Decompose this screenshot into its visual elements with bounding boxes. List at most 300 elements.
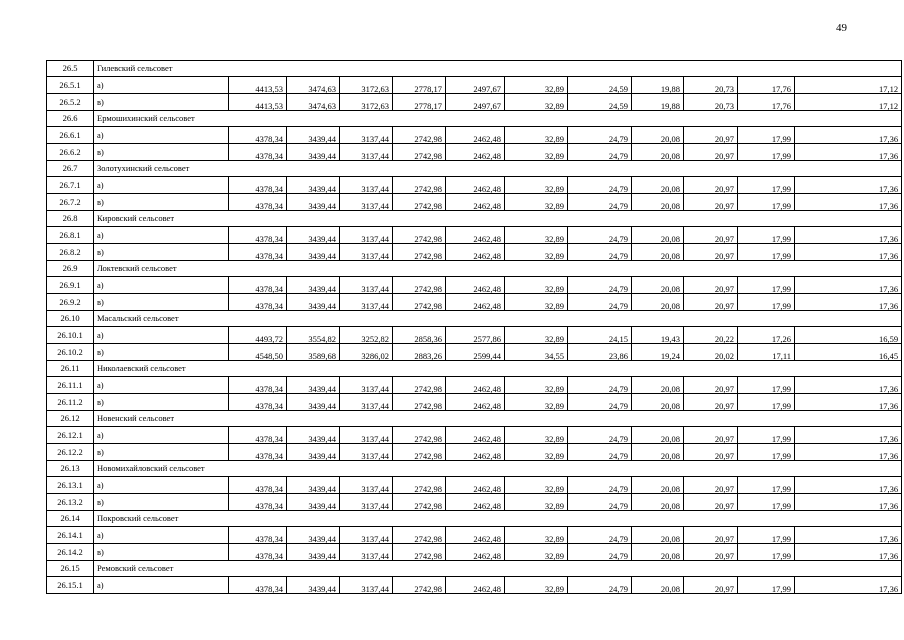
value-cell: 20,97	[684, 144, 738, 161]
value-cell: 17,36	[795, 394, 902, 411]
value-cell: 24,79	[568, 494, 632, 511]
value-cell: 17,36	[795, 494, 902, 511]
value-cell: 2742,98	[393, 177, 446, 194]
value-cell: 3439,44	[287, 477, 340, 494]
value-cell: 32,89	[505, 94, 568, 111]
row-category: а)	[94, 527, 229, 544]
table-row	[47, 427, 902, 444]
value-cell: 4378,34	[229, 227, 287, 244]
value-cell: 32,89	[505, 577, 568, 594]
section-name: Ремовский сельсовет	[94, 561, 902, 577]
value-cell: 17,36	[795, 527, 902, 544]
row-code: 26.5.1	[47, 77, 94, 94]
value-cell: 32,89	[505, 444, 568, 461]
value-cell: 20,97	[684, 194, 738, 211]
value-cell: 32,89	[505, 294, 568, 311]
value-cell: 4378,34	[229, 544, 287, 561]
value-cell: 17,99	[738, 127, 795, 144]
value-cell: 17,99	[738, 277, 795, 294]
value-cell: 19,88	[632, 77, 684, 94]
value-cell: 20,08	[632, 277, 684, 294]
page-number: 49	[836, 22, 847, 34]
value-cell: 20,97	[684, 477, 738, 494]
section-row	[47, 511, 902, 527]
section-code: 26.12	[47, 411, 94, 427]
table-row	[47, 94, 902, 111]
value-cell: 2497,67	[446, 77, 505, 94]
value-cell: 4378,34	[229, 177, 287, 194]
value-cell: 17,99	[738, 194, 795, 211]
section-code: 26.7	[47, 161, 94, 177]
value-cell: 3137,44	[340, 377, 393, 394]
value-cell: 2462,48	[446, 144, 505, 161]
section-name: Масальский сельсовет	[94, 311, 902, 327]
section-code: 26.11	[47, 361, 94, 377]
value-cell: 17,99	[738, 294, 795, 311]
value-cell: 17,36	[795, 127, 902, 144]
value-cell: 24,79	[568, 277, 632, 294]
table-row	[47, 577, 902, 594]
value-cell: 2462,48	[446, 577, 505, 594]
value-cell: 3137,44	[340, 177, 393, 194]
value-cell: 20,08	[632, 194, 684, 211]
row-code: 26.10.2	[47, 344, 94, 361]
value-cell: 24,79	[568, 127, 632, 144]
section-name: Николаевский сельсовет	[94, 361, 902, 377]
value-cell: 2599,44	[446, 344, 505, 361]
value-cell: 3439,44	[287, 144, 340, 161]
value-cell: 17,36	[795, 427, 902, 444]
table-body	[47, 61, 902, 594]
value-cell: 2742,98	[393, 244, 446, 261]
section-row	[47, 311, 902, 327]
row-category: а)	[94, 127, 229, 144]
value-cell: 3137,44	[340, 394, 393, 411]
value-cell: 3589,68	[287, 344, 340, 361]
value-cell: 2462,48	[446, 477, 505, 494]
table-row	[47, 377, 902, 394]
value-cell: 24,79	[568, 427, 632, 444]
row-code: 26.13.2	[47, 494, 94, 511]
value-cell: 20,08	[632, 477, 684, 494]
value-cell: 17,36	[795, 477, 902, 494]
table-row	[47, 544, 902, 561]
row-category: а)	[94, 327, 229, 344]
value-cell: 2497,67	[446, 94, 505, 111]
value-cell: 17,99	[738, 177, 795, 194]
row-code: 26.10.1	[47, 327, 94, 344]
value-cell: 4378,34	[229, 244, 287, 261]
value-cell: 4378,34	[229, 394, 287, 411]
value-cell: 24,79	[568, 194, 632, 211]
value-cell: 20,97	[684, 294, 738, 311]
value-cell: 24,79	[568, 394, 632, 411]
value-cell: 3172,63	[340, 77, 393, 94]
row-category: а)	[94, 227, 229, 244]
section-row	[47, 361, 902, 377]
value-cell: 17,12	[795, 94, 902, 111]
value-cell: 20,08	[632, 244, 684, 261]
value-cell: 17,99	[738, 577, 795, 594]
table-row	[47, 194, 902, 211]
value-cell: 4378,34	[229, 194, 287, 211]
value-cell: 17,36	[795, 277, 902, 294]
value-cell: 24,79	[568, 527, 632, 544]
value-cell: 20,73	[684, 94, 738, 111]
row-code: 26.14.1	[47, 527, 94, 544]
value-cell: 4413,53	[229, 77, 287, 94]
table-row	[47, 344, 902, 361]
row-code: 26.9.2	[47, 294, 94, 311]
value-cell: 3439,44	[287, 244, 340, 261]
value-cell: 17,36	[795, 177, 902, 194]
row-code: 26.14.2	[47, 544, 94, 561]
section-code: 26.6	[47, 111, 94, 127]
value-cell: 2742,98	[393, 444, 446, 461]
value-cell: 4378,34	[229, 127, 287, 144]
value-cell: 24,79	[568, 444, 632, 461]
row-category: а)	[94, 277, 229, 294]
value-cell: 17,99	[738, 227, 795, 244]
value-cell: 4378,34	[229, 477, 287, 494]
row-category: в)	[94, 444, 229, 461]
table-row	[47, 77, 902, 94]
value-cell: 2742,98	[393, 227, 446, 244]
row-category: в)	[94, 344, 229, 361]
value-cell: 4493,72	[229, 327, 287, 344]
table-row	[47, 244, 902, 261]
section-code: 26.5	[47, 61, 94, 77]
value-cell: 2462,48	[446, 427, 505, 444]
value-cell: 20,08	[632, 394, 684, 411]
value-cell: 17,36	[795, 294, 902, 311]
value-cell: 17,99	[738, 377, 795, 394]
value-cell: 24,15	[568, 327, 632, 344]
section-row	[47, 211, 902, 227]
value-cell: 3137,44	[340, 427, 393, 444]
row-category: а)	[94, 477, 229, 494]
value-cell: 4548,50	[229, 344, 287, 361]
value-cell: 2742,98	[393, 377, 446, 394]
value-cell: 3137,44	[340, 227, 393, 244]
value-cell: 3554,82	[287, 327, 340, 344]
value-cell: 4378,34	[229, 294, 287, 311]
value-cell: 17,99	[738, 427, 795, 444]
value-cell: 4378,34	[229, 427, 287, 444]
value-cell: 17,36	[795, 194, 902, 211]
row-category: а)	[94, 577, 229, 594]
value-cell: 24,79	[568, 377, 632, 394]
value-cell: 3137,44	[340, 494, 393, 511]
value-cell: 3137,44	[340, 444, 393, 461]
value-cell: 17,12	[795, 77, 902, 94]
value-cell: 3439,44	[287, 394, 340, 411]
row-code: 26.11.1	[47, 377, 94, 394]
value-cell: 4378,34	[229, 144, 287, 161]
value-cell: 3172,63	[340, 94, 393, 111]
value-cell: 3137,44	[340, 194, 393, 211]
section-code: 26.14	[47, 511, 94, 527]
value-cell: 2742,98	[393, 577, 446, 594]
value-cell: 34,55	[505, 344, 568, 361]
value-cell: 3439,44	[287, 194, 340, 211]
value-cell: 2462,48	[446, 527, 505, 544]
value-cell: 17,99	[738, 544, 795, 561]
section-code: 26.10	[47, 311, 94, 327]
value-cell: 32,89	[505, 327, 568, 344]
row-category: в)	[94, 544, 229, 561]
value-cell: 2742,98	[393, 194, 446, 211]
row-category: в)	[94, 94, 229, 111]
row-category: в)	[94, 144, 229, 161]
value-cell: 3137,44	[340, 477, 393, 494]
row-code: 26.7.2	[47, 194, 94, 211]
value-cell: 32,89	[505, 227, 568, 244]
value-cell: 3439,44	[287, 227, 340, 244]
section-name: Золотухинский сельсовет	[94, 161, 902, 177]
value-cell: 17,36	[795, 577, 902, 594]
value-cell: 20,02	[684, 344, 738, 361]
value-cell: 17,99	[738, 394, 795, 411]
value-cell: 20,97	[684, 494, 738, 511]
value-cell: 2462,48	[446, 127, 505, 144]
value-cell: 20,08	[632, 294, 684, 311]
value-cell: 19,43	[632, 327, 684, 344]
value-cell: 2462,48	[446, 177, 505, 194]
table-row	[47, 477, 902, 494]
value-cell: 3439,44	[287, 277, 340, 294]
value-cell: 2462,48	[446, 277, 505, 294]
value-cell: 20,08	[632, 377, 684, 394]
table-row	[47, 394, 902, 411]
value-cell: 17,99	[738, 444, 795, 461]
table-row	[47, 144, 902, 161]
section-row	[47, 111, 902, 127]
value-cell: 24,79	[568, 227, 632, 244]
value-cell: 20,73	[684, 77, 738, 94]
row-category: а)	[94, 77, 229, 94]
value-cell: 3439,44	[287, 177, 340, 194]
value-cell: 17,99	[738, 144, 795, 161]
value-cell: 24,59	[568, 77, 632, 94]
section-code: 26.8	[47, 211, 94, 227]
section-row	[47, 461, 902, 477]
value-cell: 3439,44	[287, 127, 340, 144]
value-cell: 4378,34	[229, 577, 287, 594]
row-code: 26.6.1	[47, 127, 94, 144]
value-cell: 4378,34	[229, 494, 287, 511]
table-row	[47, 444, 902, 461]
value-cell: 2462,48	[446, 227, 505, 244]
value-cell: 3439,44	[287, 444, 340, 461]
value-cell: 17,36	[795, 144, 902, 161]
section-row	[47, 561, 902, 577]
value-cell: 17,99	[738, 244, 795, 261]
value-cell: 17,26	[738, 327, 795, 344]
value-cell: 4378,34	[229, 277, 287, 294]
value-cell: 17,99	[738, 477, 795, 494]
value-cell: 32,89	[505, 244, 568, 261]
value-cell: 20,08	[632, 527, 684, 544]
row-code: 26.8.2	[47, 244, 94, 261]
row-category: а)	[94, 377, 229, 394]
value-cell: 24,79	[568, 477, 632, 494]
value-cell: 20,08	[632, 494, 684, 511]
value-cell: 32,89	[505, 394, 568, 411]
section-row	[47, 61, 902, 77]
value-cell: 3439,44	[287, 377, 340, 394]
value-cell: 3439,44	[287, 577, 340, 594]
value-cell: 24,79	[568, 177, 632, 194]
value-cell: 17,36	[795, 227, 902, 244]
value-cell: 2858,36	[393, 327, 446, 344]
value-cell: 32,89	[505, 277, 568, 294]
table-row	[47, 327, 902, 344]
value-cell: 17,99	[738, 494, 795, 511]
value-cell: 17,36	[795, 377, 902, 394]
value-cell: 17,36	[795, 244, 902, 261]
section-code: 26.13	[47, 461, 94, 477]
value-cell: 24,79	[568, 144, 632, 161]
value-cell: 32,89	[505, 144, 568, 161]
value-cell: 32,89	[505, 127, 568, 144]
row-code: 26.15.1	[47, 577, 94, 594]
value-cell: 2462,48	[446, 194, 505, 211]
row-code: 26.8.1	[47, 227, 94, 244]
row-category: в)	[94, 194, 229, 211]
value-cell: 2462,48	[446, 394, 505, 411]
tariff-table	[46, 60, 902, 594]
row-category: в)	[94, 244, 229, 261]
row-code: 26.6.2	[47, 144, 94, 161]
value-cell: 32,89	[505, 427, 568, 444]
value-cell: 16,45	[795, 344, 902, 361]
value-cell: 24,79	[568, 244, 632, 261]
value-cell: 20,97	[684, 277, 738, 294]
row-code: 26.7.1	[47, 177, 94, 194]
table-row	[47, 527, 902, 544]
value-cell: 20,97	[684, 177, 738, 194]
value-cell: 17,99	[738, 527, 795, 544]
value-cell: 16,59	[795, 327, 902, 344]
value-cell: 17,11	[738, 344, 795, 361]
section-name: Ермошихинский сельсовет	[94, 111, 902, 127]
value-cell: 20,08	[632, 577, 684, 594]
value-cell: 3439,44	[287, 427, 340, 444]
value-cell: 4413,53	[229, 94, 287, 111]
row-category: а)	[94, 427, 229, 444]
row-category: в)	[94, 494, 229, 511]
value-cell: 3137,44	[340, 577, 393, 594]
value-cell: 20,97	[684, 377, 738, 394]
value-cell: 2742,98	[393, 527, 446, 544]
value-cell: 3439,44	[287, 494, 340, 511]
value-cell: 17,76	[738, 77, 795, 94]
value-cell: 3439,44	[287, 527, 340, 544]
value-cell: 3137,44	[340, 294, 393, 311]
row-code: 26.13.1	[47, 477, 94, 494]
value-cell: 20,08	[632, 427, 684, 444]
value-cell: 3439,44	[287, 294, 340, 311]
value-cell: 3252,82	[340, 327, 393, 344]
section-name: Локтевский сельсовет	[94, 261, 902, 277]
table-row	[47, 294, 902, 311]
value-cell: 20,97	[684, 577, 738, 594]
value-cell: 19,24	[632, 344, 684, 361]
value-cell: 3137,44	[340, 277, 393, 294]
value-cell: 20,97	[684, 127, 738, 144]
value-cell: 20,97	[684, 544, 738, 561]
value-cell: 2462,48	[446, 494, 505, 511]
row-code: 26.12.2	[47, 444, 94, 461]
row-category: в)	[94, 394, 229, 411]
value-cell: 4378,34	[229, 377, 287, 394]
section-name: Кировский сельсовет	[94, 211, 902, 227]
value-cell: 2462,48	[446, 544, 505, 561]
value-cell: 20,08	[632, 144, 684, 161]
value-cell: 20,08	[632, 127, 684, 144]
section-row	[47, 161, 902, 177]
value-cell: 2742,98	[393, 477, 446, 494]
section-name: Покровский сельсовет	[94, 511, 902, 527]
row-category: а)	[94, 177, 229, 194]
value-cell: 3137,44	[340, 127, 393, 144]
section-name: Гилевский сельсовет	[94, 61, 902, 77]
row-code: 26.11.2	[47, 394, 94, 411]
section-code: 26.9	[47, 261, 94, 277]
value-cell: 19,88	[632, 94, 684, 111]
value-cell: 2462,48	[446, 444, 505, 461]
value-cell: 24,79	[568, 577, 632, 594]
section-name: Новенский сельсовет	[94, 411, 902, 427]
value-cell: 2462,48	[446, 377, 505, 394]
value-cell: 24,59	[568, 94, 632, 111]
value-cell: 32,89	[505, 544, 568, 561]
section-name: Новомихайловский сельсовет	[94, 461, 902, 477]
value-cell: 20,97	[684, 527, 738, 544]
value-cell: 17,36	[795, 444, 902, 461]
row-category: в)	[94, 294, 229, 311]
value-cell: 17,76	[738, 94, 795, 111]
value-cell: 20,97	[684, 244, 738, 261]
value-cell: 2462,48	[446, 294, 505, 311]
value-cell: 24,79	[568, 294, 632, 311]
table-row	[47, 227, 902, 244]
value-cell: 20,08	[632, 177, 684, 194]
value-cell: 2742,98	[393, 294, 446, 311]
value-cell: 2577,86	[446, 327, 505, 344]
value-cell: 20,97	[684, 444, 738, 461]
value-cell: 2742,98	[393, 394, 446, 411]
value-cell: 32,89	[505, 377, 568, 394]
value-cell: 2883,26	[393, 344, 446, 361]
section-row	[47, 261, 902, 277]
table-row	[47, 277, 902, 294]
value-cell: 4378,34	[229, 527, 287, 544]
value-cell: 20,08	[632, 444, 684, 461]
value-cell: 2742,98	[393, 127, 446, 144]
section-code: 26.15	[47, 561, 94, 577]
value-cell: 2778,17	[393, 94, 446, 111]
value-cell: 2742,98	[393, 544, 446, 561]
value-cell: 3474,63	[287, 77, 340, 94]
value-cell: 2742,98	[393, 427, 446, 444]
value-cell: 20,08	[632, 544, 684, 561]
value-cell: 3439,44	[287, 544, 340, 561]
section-row	[47, 411, 902, 427]
value-cell: 20,97	[684, 394, 738, 411]
value-cell: 3137,44	[340, 527, 393, 544]
